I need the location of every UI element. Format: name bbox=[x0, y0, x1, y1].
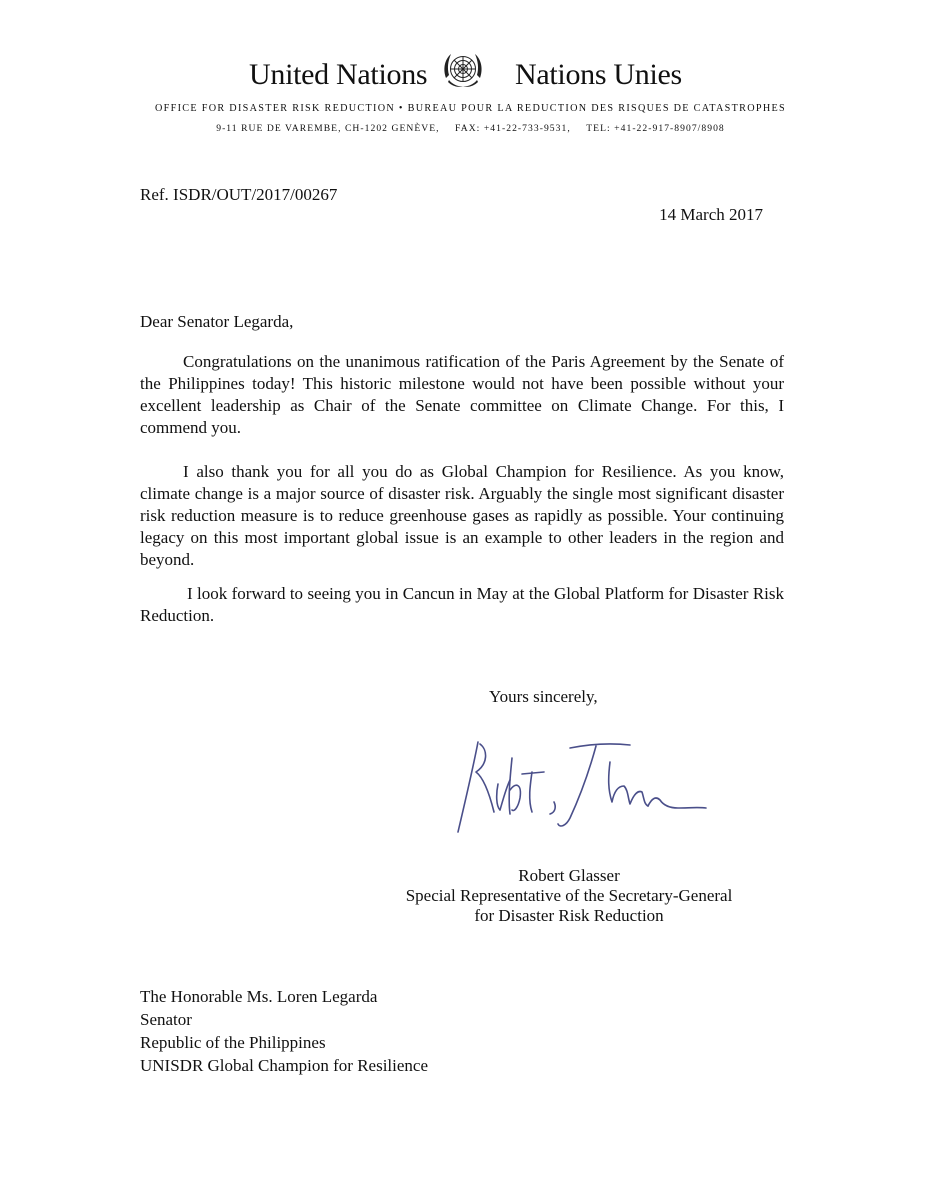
un-name-french: Nations Unies bbox=[515, 58, 682, 91]
signer-block bbox=[0, 866, 927, 926]
un-emblem-icon bbox=[441, 50, 485, 90]
signer-name: Robert Glasser bbox=[518, 866, 620, 885]
fax-number: FAX: +41-22-733-9531, bbox=[455, 123, 571, 134]
postal-address: 9-11 RUE DE VAREMBE, CH-1202 GENÈVE, bbox=[216, 123, 440, 134]
recipient-role: UNISDR Global Champion for Resilience bbox=[140, 1056, 429, 1075]
address-line bbox=[0, 123, 927, 134]
salutation: Dear Senator Legarda, bbox=[140, 312, 294, 331]
letter-date: 14 March 2017 bbox=[659, 205, 763, 224]
letterhead bbox=[0, 0, 927, 150]
closing: Yours sincerely, bbox=[489, 687, 598, 706]
recipient-name: The Honorable Ms. Loren Legarda bbox=[140, 987, 378, 1006]
signer-title-line-1: Special Representative of the Secretary-General bbox=[405, 886, 733, 905]
telephone-number: TEL: +41-22-917-8907/8908 bbox=[586, 123, 725, 134]
handwritten-signature bbox=[440, 728, 710, 838]
un-name-english: United Nations bbox=[249, 58, 428, 91]
recipient-country: Republic of the Philippines bbox=[140, 1033, 326, 1052]
body-paragraph-3: I look forward to seeing you in Cancun in May at the Global Platform for Disaster Risk Reduction. bbox=[140, 584, 784, 625]
recipient-position: Senator bbox=[140, 1010, 192, 1029]
body-paragraph-1: Congratulations on the unanimous ratification of the Paris Agreement by the Senate of the Philippines today! This historic milestone would not have been possible without your excellent leadership as Chair of the Senate committee on Climate Change. For this, I commend you. bbox=[140, 352, 784, 437]
signer-title-line-2: for Disaster Risk Reduction bbox=[474, 906, 664, 925]
office-name-line: OFFICE FOR DISASTER RISK REDUCTION • BUREAU POUR LA REDUCTION DES RISQUES DE CATASTROPHES bbox=[155, 103, 786, 114]
recipient-address-block bbox=[140, 985, 428, 1077]
body-paragraph-2: I also thank you for all you do as Global Champion for Resilience. As you know, climate change is a major source of disaster risk. Arguably the single most significant disaster risk reduction measure is to reduce greenhouse gases as rapidly as possible. Your continuing legacy on this most important global issue is an example to other leaders in the region and beyond. bbox=[140, 462, 784, 569]
reference-number: Ref. ISDR/OUT/2017/00267 bbox=[140, 185, 338, 204]
